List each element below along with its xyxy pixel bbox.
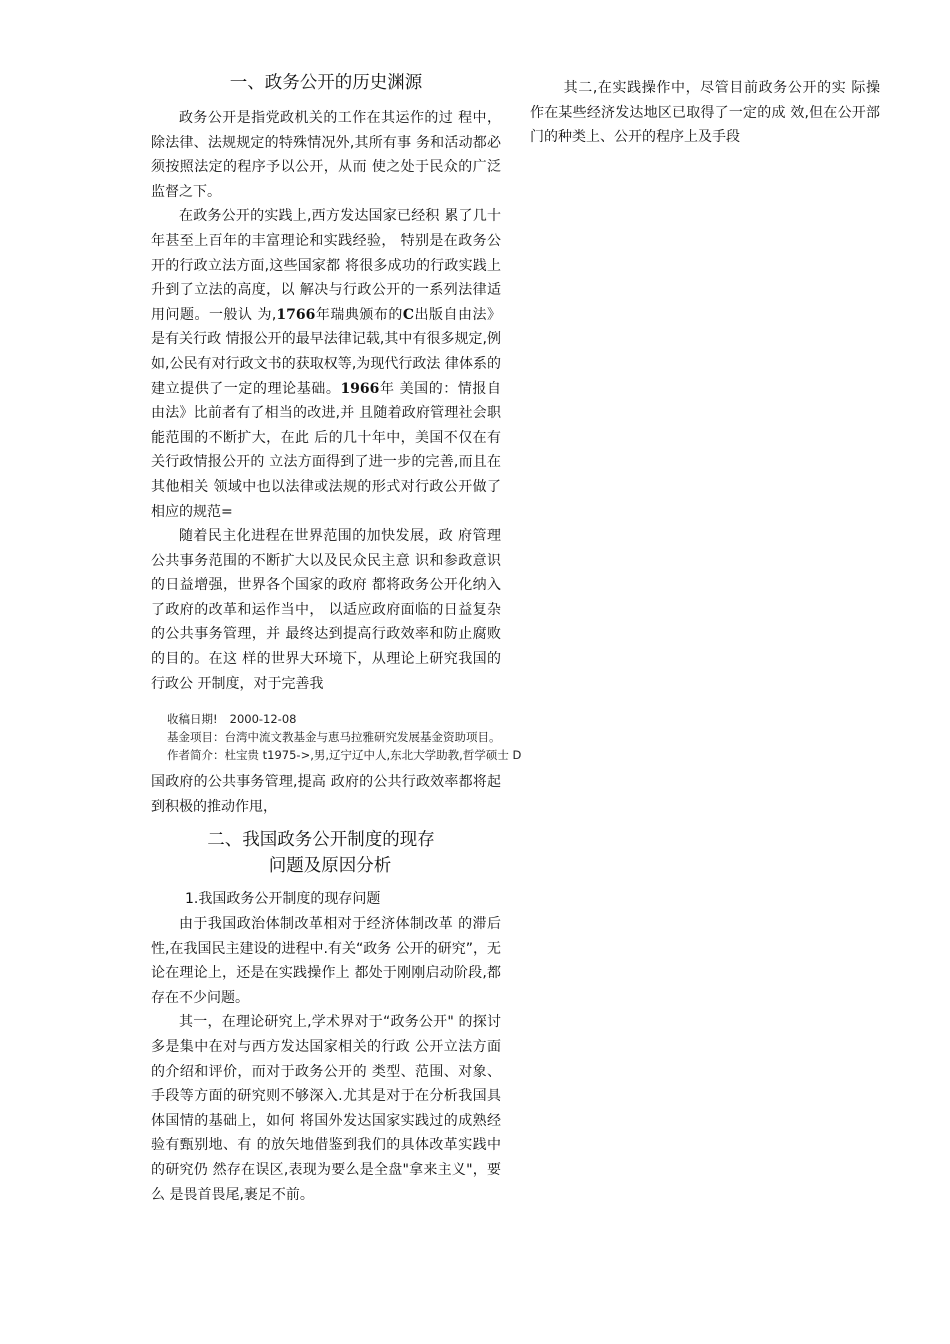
section1-paragraph-3: 随着民主化进程在世界范围的加快发展，政 府管理公共事务范围的不断扩大以及民众民主意 识和参政意识的日益增强，世界各个国家的政府 都将政务公开化纳入了政府的改革和运作当中， 以适应政府面临的日益复杂的公共事务管理，并 最终达到提高行政效率和防止腐败的目的。在这 样的世界大环境下，从理论上研究我国的行政公 开制度，对于完善我 [151, 528, 501, 692]
paragraph-2-part-3: 出版自由法》是有关行政 情报公开的最早法律记载,其中有很多规定,例 如,公民有对行政文书的获取权等,为现代行政法 律体系的建立提供了一定的理论基础。 [151, 306, 502, 397]
footnote-author: 作者简介：杜宝贵 t1975->,男,辽宁辽中人,东北大学助教,哲学硕士 D [167, 748, 522, 763]
received-label: 收稿日期! [167, 712, 218, 727]
footnote-fund: 基金项目：台湾中流文教基金与恵马拉雅研究发展基金资助项目。 [167, 730, 501, 745]
paragraph-2-part-1: 在政务公开的实践上,西方发达国家已经积 累了几十年甚至上百年的丰富理论和实践经验， 特别是在政务公开的行政立法方面,这些国家都 将很多成功的行政实践上升到了立法的高度，以 解决与行政公开的一系列法律适用问题。一般认 为, [151, 208, 501, 323]
right-column [530, 76, 880, 150]
received-date: 2000-12-08 [229, 712, 297, 727]
section1-heading: 一、政务公开的历史渊源 [229, 73, 423, 93]
year-1966: 1966 [340, 380, 380, 397]
section2-heading-line2: 问题及原因分析 [268, 856, 392, 877]
section2-heading-line1: 二、我国政务公开制度的现存 [207, 830, 435, 851]
year-1766: 1766 [276, 306, 316, 323]
continuation-paragraph: 国政府的公共事务管理,提高 政府的公共行政效率都将起到积极的推动作甩， [151, 774, 501, 815]
paragraph-2-part-4: 年 美国的：情报自由法》比前者有了相当的改进,并 且随着政府管理社会职能范围的不断扩大，在此 后的几十年中，美国不仅在有关行政情报公开的 立法方面得到了进一步的完善,而且在其他相关 领域中也以法律或法规的形式对行政公开做了相应的规范= [151, 380, 502, 520]
footnotes [167, 710, 522, 764]
section2-paragraph-2: 其一，在理论研究上,学术界对于“政务公开" 的探讨多是集中在对与西方发达国家相关的行政 公开立法方面的介绍和评价，而对于政务公开的 类型、范围、对象、手段等方面的研究则不够深入.尤其是对于在分析我国具体国情的基础上，如何 将国外发达国家实践过的成熟经验有甄别地、有 的放矢地借鉴到我们的具体改革实践中的研究仍 然存在误区,表现为要么是全盘"拿来主义"，要么 是畏首畏尾,裹足不前。 [151, 1014, 501, 1203]
section2-paragraph-1: 由于我国政治体制改革相对于经济体制改革 的滞后性,在我国民主建设的进程中.有关“政务 公开的研究”，无论在理论上，还是在实践操作上 都处于刚刚启动阶段,都存在不少问题。 [151, 916, 501, 1006]
section2-subheading: 1.我国政务公开制度的现存问题 [185, 891, 381, 908]
paragraph-2-part-2: 年瑞典颁布的 [315, 306, 403, 323]
left-column [151, 70, 522, 1207]
letter-c: C [402, 306, 415, 323]
section1-paragraph-1: 政务公开是指党政机关的工作在其运作的过 程中，除法律、法规规定的特殊情况外,其所有事 务和活动都必须按照法定的程序予以公开，从而 使之处于民众的广泛监督之下。 [151, 110, 501, 200]
right-column-paragraph: 其二,在实践操作中，尽管目前政务公开的实 际操作在某些经济发达地区已取得了一定的成 效,但在公开部门的种类上、公开的程序上及手段 [530, 80, 880, 146]
section2-heading [151, 827, 501, 879]
footnote-received [167, 710, 501, 728]
section1-paragraph-2 [151, 204, 501, 524]
